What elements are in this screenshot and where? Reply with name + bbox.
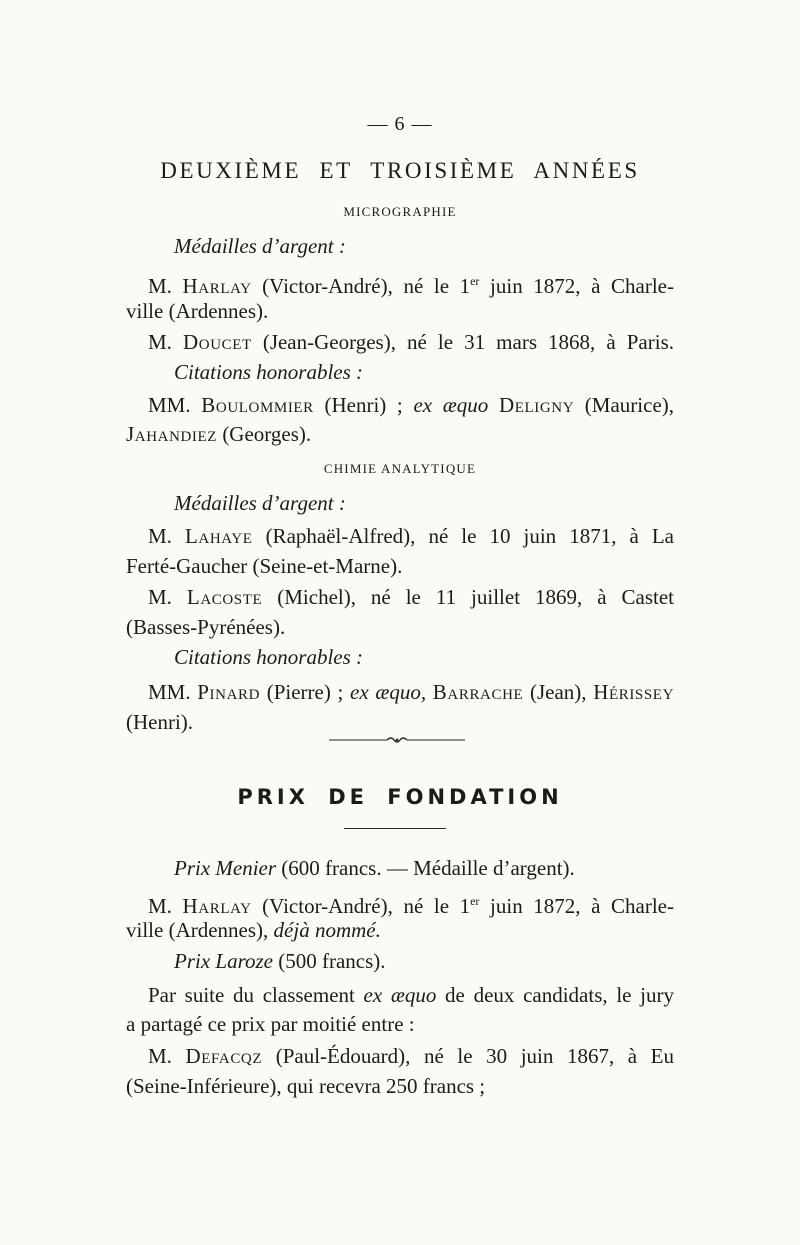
surname-lahaye: Lahaye (184, 524, 253, 548)
surname-barrache: Barrache (432, 680, 524, 704)
entry-defacqz-line1: M. Defacqz (Paul-Édouard), né le 30 juin 1867, à Eu (148, 1044, 675, 1068)
document-page (126, 0, 674, 1245)
chimie-citations-line1: MM. Pinard (Pierre) ; ex æquo, Barrache (Jean), Hérissey (148, 680, 674, 704)
entry-doucet: M. Doucet (Jean-Georges), né le 31 mars 1868, à Paris. (148, 330, 674, 354)
micrographie-citations-line2: Jahandiez (Georges). (126, 422, 312, 446)
entry-lahaye-line1: M. Lahaye (Raphaël-Alfred), né le 10 juin 1871, à La (148, 524, 674, 548)
surname-jahandiez: Jahandiez (126, 422, 218, 446)
prix-harlay-line1: M. Harlay (Victor-André), né le 1er juin 1872, à Charle- (148, 894, 675, 918)
surname-harlay: Harlay (182, 274, 252, 298)
subsection-micrographie-title: MICROGRAPHIE (343, 204, 457, 219)
micrographie-citations-label: Citations honorables : (174, 360, 364, 384)
surname-herissey: Hérissey (593, 680, 674, 704)
section-heading: DEUXIÈME ET TROISIÈME ANNÉES (160, 158, 640, 183)
entry-harlay-line2: ville (Ardennes). (126, 299, 269, 323)
classement-line2: a partagé ce prix par moitié entre : (126, 1012, 415, 1036)
surname-pinard: Pinard (197, 680, 261, 704)
surname-defacqz: Defacqz (185, 1044, 263, 1068)
entry-lacoste-line2: (Basses-Pyrénées). (126, 615, 286, 639)
entry-lacoste-line1: M. Lacoste (Michel), né le 11 juillet 1869, à Castet (148, 585, 674, 609)
micrographie-medals-label: Médailles d’argent : (174, 234, 346, 258)
entry-defacqz-line2: (Seine-Inférieure), qui recevra 250 francs ; (126, 1074, 486, 1098)
micrographie-citations-line1: MM. Boulommier (Henri) ; ex æquo Deligny (Maurice), (148, 393, 675, 417)
surname-harlay-prix: Harlay (182, 894, 252, 918)
surname-deligny: Deligny (498, 393, 575, 417)
chimie-medals-label: Médailles d’argent : (174, 491, 346, 515)
surname-lacoste: Lacoste (186, 585, 263, 609)
surname-boulommier: Boulommier (201, 393, 314, 417)
heading-rule (344, 828, 446, 829)
prix-harlay-line2: ville (Ardennes), déjà nommé. (126, 918, 381, 942)
chimie-citations-label: Citations honorables : (174, 645, 364, 669)
entry-lahaye-line2: Ferté-Gaucher (Seine-et-Marne). (126, 554, 403, 578)
chimie-citations-line2: (Henri). (126, 710, 194, 734)
page-number: — 6 — (367, 113, 433, 135)
prix-menier: Prix Menier (600 francs. — Médaille d’argent). (174, 856, 575, 880)
subsection-chimie-title: CHIMIE ANALYTIQUE (323, 461, 477, 476)
prize-heading: PRIX DE FONDATION (237, 785, 563, 809)
surname-doucet: Doucet (183, 330, 252, 354)
entry-harlay-line1: M. Harlay (Victor-André), né le 1er juin 1872, à Charle- (148, 274, 675, 298)
prix-laroze: Prix Laroze (500 francs). (174, 949, 386, 973)
ornament-divider (327, 733, 467, 747)
classement-line1: Par suite du classement ex æquo de deux candidats, le jury (148, 983, 674, 1007)
